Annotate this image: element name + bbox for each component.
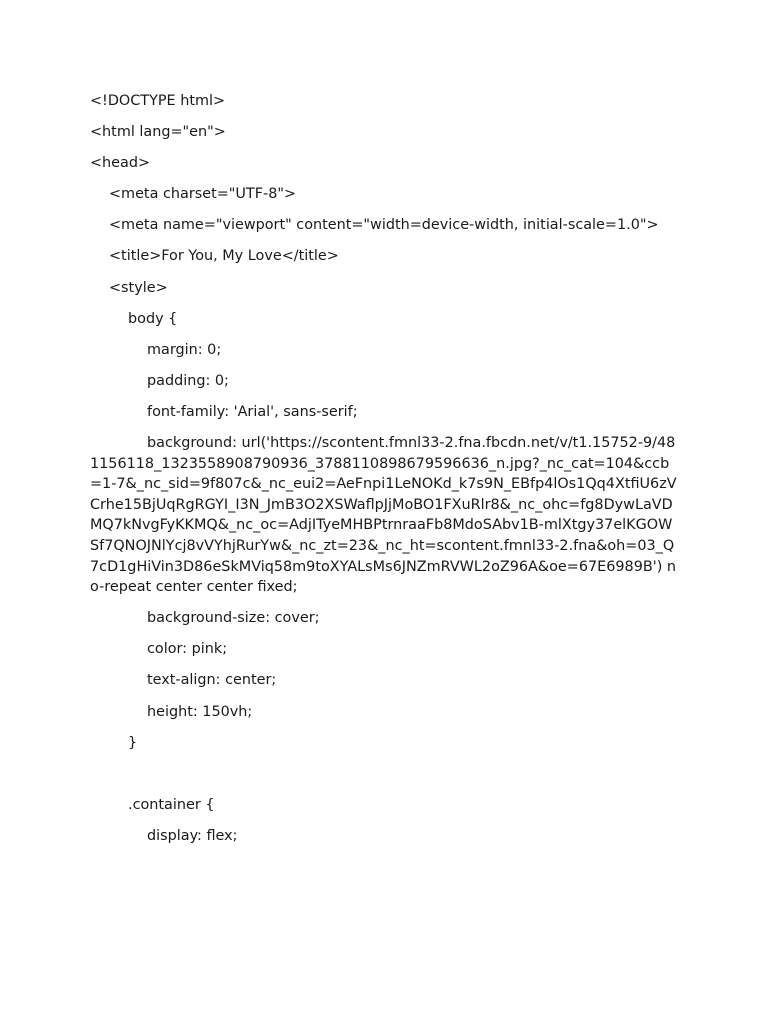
code-line-color: color: pink; <box>147 641 228 658</box>
code-line-body-selector: body { <box>128 310 178 327</box>
code-line-title: <title>For You, My Love</title> <box>109 248 339 265</box>
code-line-meta-viewport-text: <meta name="viewport" content="width=device-width, initial-scale=1.0"> <box>109 217 659 234</box>
code-line-background-text: background: url('https://scontent.fmnl33-2.fna.fbcdn.net/v/t1.15752-9/481156118_1323558908790936_3788110898679596636_n.jpg?_nc_cat=104&ccb=1-7&_nc_sid=9f807c&_nc_eui2=AeFnpi1LeNOKd_k7s9N_EBfp4lOs1Qq4XtfiU6zVCrhe15BjUqRgRGYI_I3N_JmB3O2XSWaflpJjMoBO1FXuRlr8&_nc_ohc=fg8DywLaVDMQ7kNvgFyKKMQ&_nc_oc=AdjITyeMHBPtrnraaFb8MdoSAbv1B-mlXtgy37elKGOWSf7QNOJNlYcj8vVYhjRurYw&_nc_zt=23&_nc_ht=scontent.fmnl33-2.fna&oh=03_Q7cD1gHiVin3D86eSkMViq58m9toXYALsMs6JNZmRVWL2oZ96A&oe=67E6989B') no-repeat center center fixed; <box>90 435 677 596</box>
code-line-background-size: background-size: cover; <box>147 610 320 627</box>
code-line-padding: padding: 0; <box>147 372 229 389</box>
code-listing <box>90 91 680 857</box>
code-line-meta-charset: <meta charset="UTF-8"> <box>109 186 297 203</box>
code-line-font-family: font-family: 'Arial', sans-serif; <box>147 403 358 420</box>
code-line-doctype: <!DOCTYPE html> <box>90 93 226 109</box>
code-line-height: height: 150vh; <box>147 703 253 720</box>
code-line-display: display: flex; <box>147 827 238 844</box>
code-line-head-open: <head> <box>90 155 151 172</box>
code-line-meta-viewport <box>90 215 680 236</box>
code-line-html-open: <html lang="en"> <box>90 124 226 141</box>
code-line-blank <box>90 764 680 785</box>
code-line-text-align: text-align: center; <box>147 672 277 689</box>
code-line-container-selector: .container { <box>128 796 215 813</box>
code-line-style-open: <style> <box>109 279 168 296</box>
code-line-body-close: } <box>128 734 138 751</box>
code-line-margin: margin: 0; <box>147 341 222 358</box>
code-line-background <box>90 433 680 598</box>
